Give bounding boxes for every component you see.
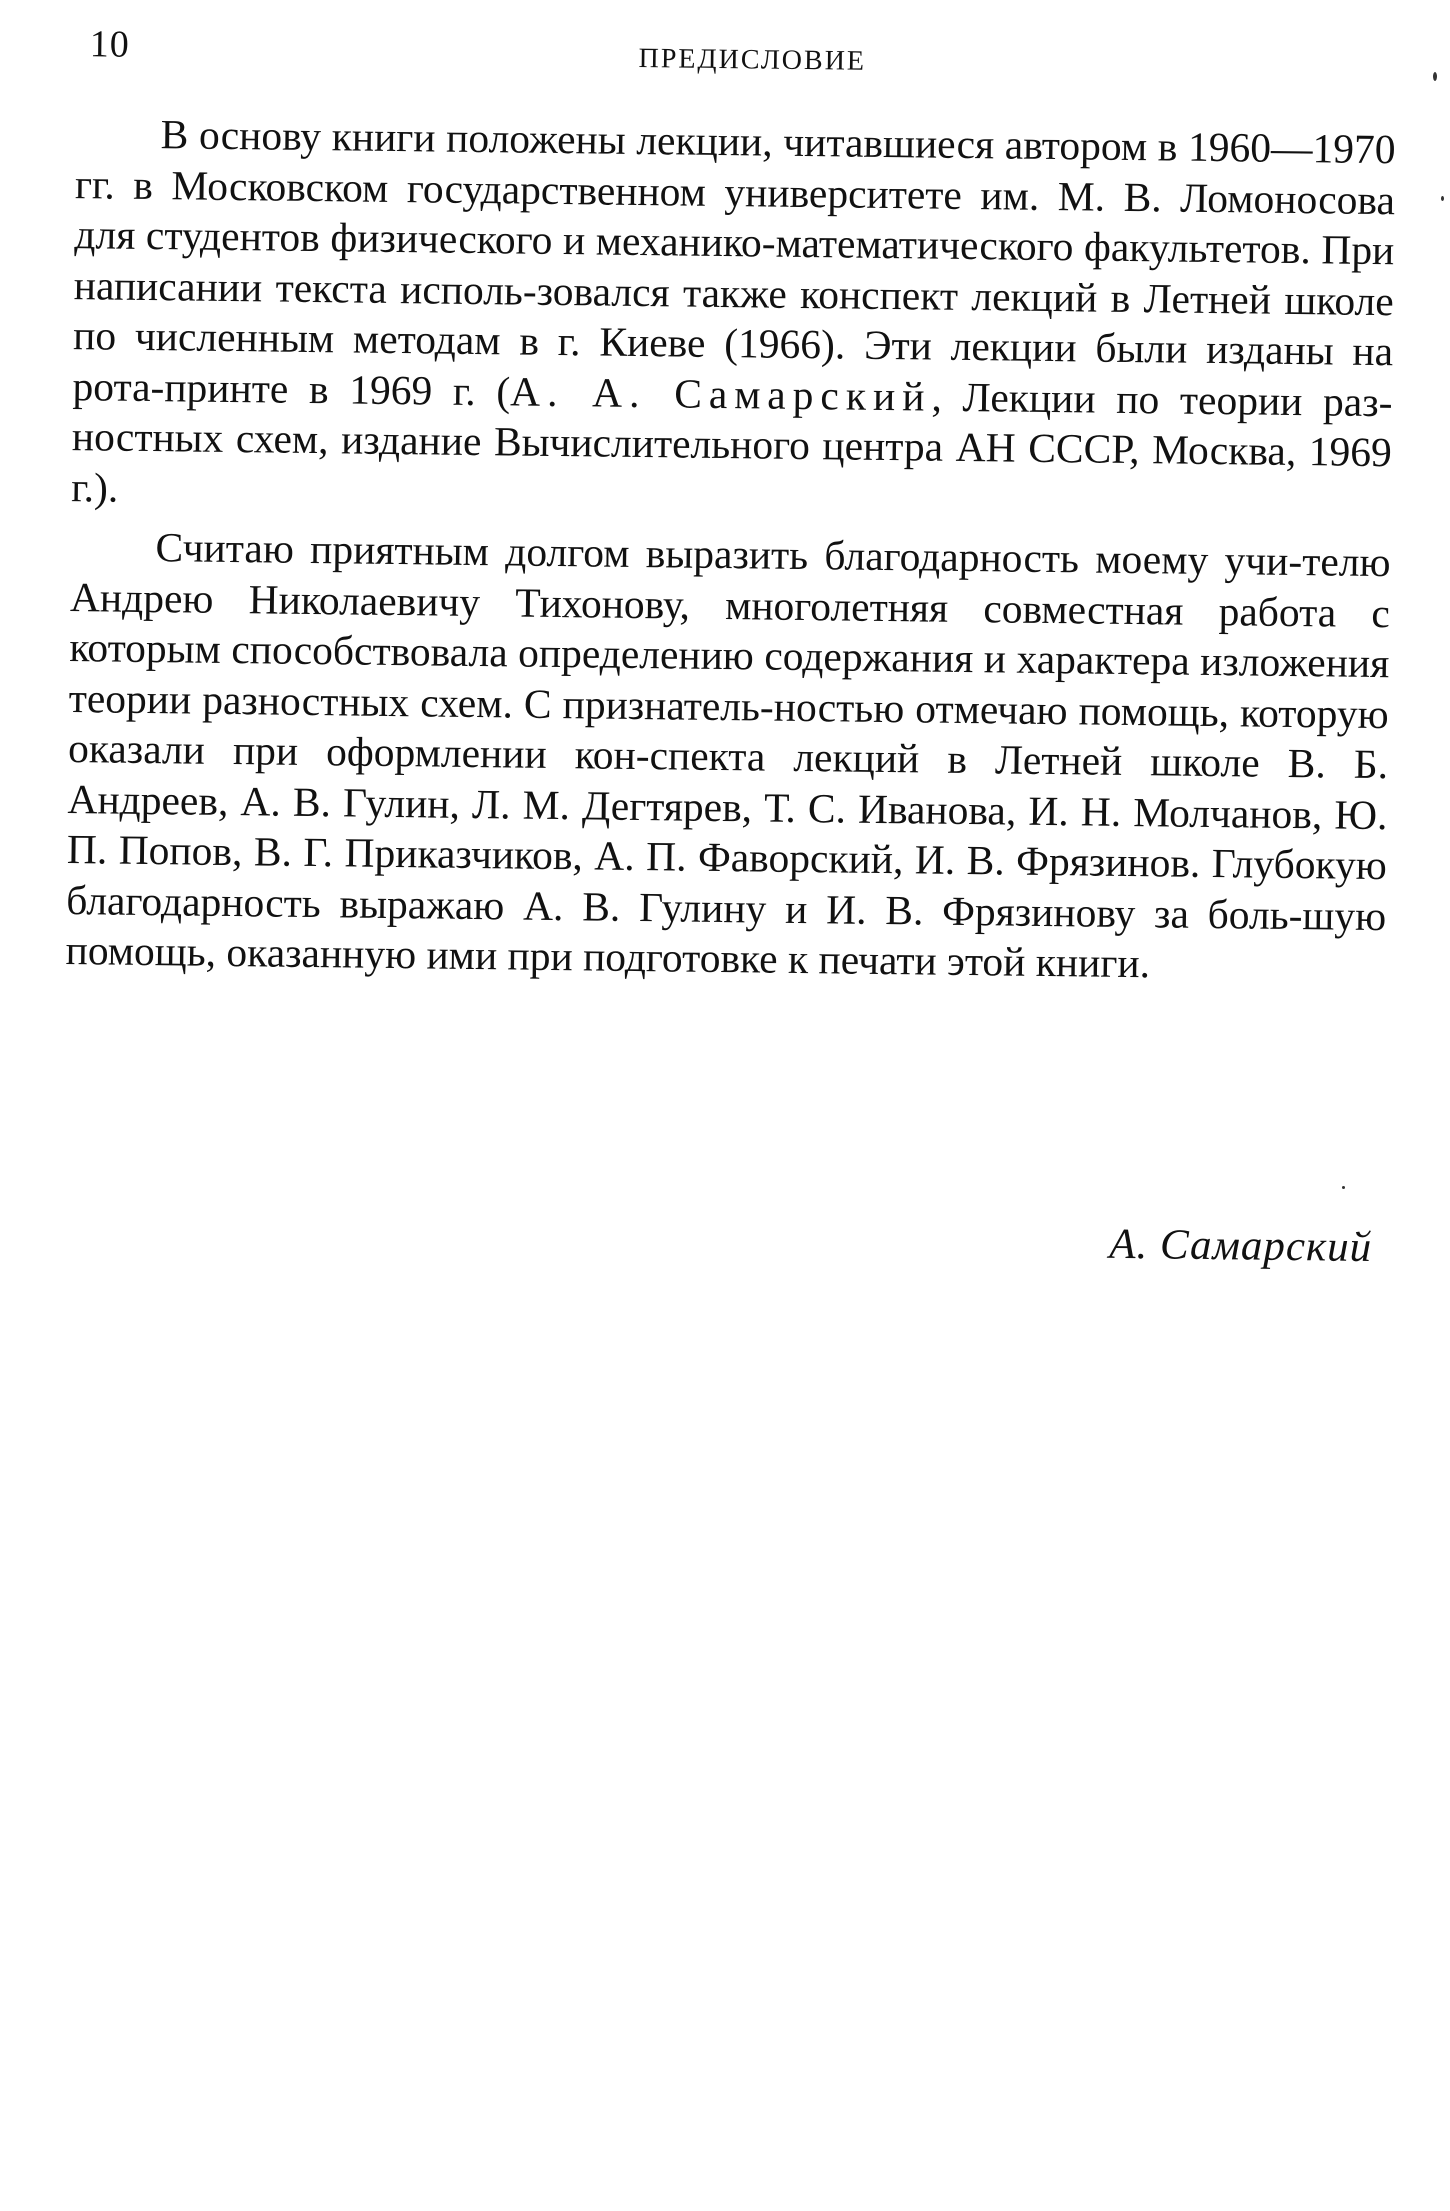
paragraph-1 <box>71 108 1396 528</box>
scan-speck-near-signature <box>1342 1186 1345 1189</box>
body-text <box>65 108 1395 992</box>
paragraph-1-text-end: , Лекции по теории раз-ностных схем, издание Вычислительного центра АН СССР, Москва, 1969 г.). <box>71 373 1393 511</box>
scan-speck-right-margin <box>1441 196 1444 201</box>
running-title: ПРЕДИСЛОВИЕ <box>638 42 867 77</box>
scan-speck-top-right <box>1433 72 1437 81</box>
page-number: 10 <box>89 23 130 66</box>
paragraph-2: Считаю приятным долгом выразить благодарность моему учи-телю Андрею Николаевичу Тихонову, многолетняя совместная работа с которым способствовала определению содержания и характера изложения теории разностных схем. С признатель-ностью отмечаю помощь, которую оказали при оформлении кон-спекта лекций в Летней школе В. Б. Андреев, А. В. Гулин, Л. М. Дегтярев, Т. С. Иванова, И. Н. Молчанов, Ю. П. Попов, В. Г. Приказчиков, А. П. Фаворский, И. В. Фрязинов. Глубокую благодарность выражаю А. В. Гулину и И. В. Фрязинову за боль-шую помощь, оказанную ими при подготовке к печати этой книги. <box>65 524 1391 987</box>
paragraph-1-text-start: В основу книги положены лекции, читавшиеся автором в 1960—1970 гг. в Московском государственном университете им. М. В. Ломоносова для студентов физического и механико-математического факультетов. При написании текста исполь-зовался также конспект лекций в Летней школе по численным методам в г. Киеве (1966). Эти лекции были изданы на рота-принте в 1969 г. ( <box>72 111 1396 414</box>
author-signature: А. Самарский <box>1108 1220 1373 1272</box>
spaced-author-name: А. А. Самарский <box>509 367 932 420</box>
